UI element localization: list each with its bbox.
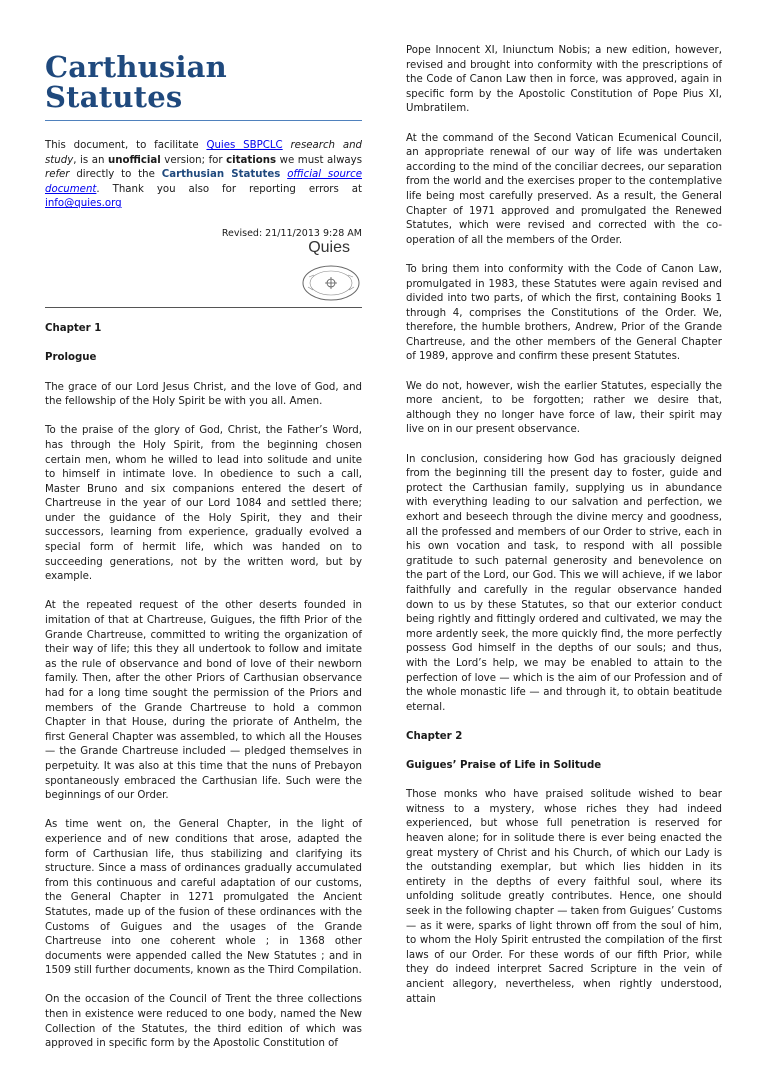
intro-text: This document, to facilitate bbox=[45, 140, 207, 151]
statutes-name: Carthusian Statutes bbox=[161, 169, 281, 181]
email-link[interactable]: info@quies.org bbox=[45, 198, 122, 210]
body-paragraph: As time went on, the General Chapter, in the light of experience and of new conditions that arose, adapted the form of Carthusian life, thus stabilizing and clarifying its structure. Since a mass of ordinances gradually accumulated from this continuous and careful adaptation of our customs, the General Chapter in 1271 promulgated the Ancient Statutes, made up of the fusion of these ordinances with the Customs of Guigues and the usages of the Grande Chartreuse into one coherent whole ; in 1368 other documents were appended called the New Statutes ; and in 1509 still further documents, known as the Third Compilation. bbox=[45, 819, 362, 977]
document-title: Carthusian Statutes bbox=[45, 50, 227, 114]
intro-text: directly to the bbox=[69, 169, 162, 181]
intro-text-italic: research and study bbox=[45, 140, 363, 166]
body-paragraph: Pope Innocent XI, Iniunctum Nobis; a new edition, however, revised and brought into conformity with the prescriptions of the Code of Canon Law then in force, was approved, again in specific form by the Apostolic Constitution of Pope Pius XI, Umbratilem. bbox=[406, 45, 722, 115]
official-source-link[interactable]: official source document bbox=[45, 169, 362, 195]
intro-paragraph bbox=[45, 139, 362, 212]
refer-text: refer bbox=[45, 169, 70, 181]
citations-text: citations bbox=[226, 154, 277, 166]
logo-wordmark: Quies bbox=[308, 239, 350, 257]
revised-date: Revised: 21/11/2013 9:28 AM bbox=[221, 227, 362, 239]
body-paragraph: We do not, however, wish the earlier Statutes, especially the more ancient, to be forgotten; rather we desire that, although they no longer have force of law, their spirit may live on in our present observance. bbox=[406, 380, 722, 436]
quies-link[interactable]: Quies SBPCLC bbox=[206, 140, 283, 151]
body-paragraph: At the repeated request of the other deserts founded in imitation of that at Chartreuse, Guigues, the fifth Prior of the Grande Chartreuse, committed to writing the organization of their way of life; this they all undertook to follow and imitate as the rule of observance and bond of love of their newborn family. Then, after the other Priors of Carthusian observance had for a long time sought the permission of the Priors and members of the Grande Chartreuse to hold a common Chapter in that House, during the priorate of Anthelm, the first General Chapter was assembled, to which all the Houses — the Grande Chartreuse included — pledged themselves in perpetuity. It was also at this time that the nuns of Prebayon spontaneously embraced the Carthusian life. Such were the beginnings of our Order. bbox=[45, 600, 362, 802]
quies-logo bbox=[45, 241, 362, 303]
body-paragraph: To bring them into conformity with the Code of Canon Law, promulgated in 1983, these Statutes were again revised and divided into two parts, of which the first, containing Books 1 through 4, comprises the Constitutions of the Order. We, therefore, the humble brothers, Andrew, Prior of the Grande Chartreuse, and the other members of the General Chapter of 1989, approve and confirm these present Statutes. bbox=[406, 263, 722, 363]
intro-text: version; for bbox=[160, 154, 227, 166]
header-divider bbox=[45, 307, 362, 308]
right-column bbox=[406, 44, 722, 1022]
unofficial-text: unofficial bbox=[107, 154, 161, 166]
logo-seal-icon bbox=[300, 263, 362, 303]
left-column bbox=[45, 0, 362, 1066]
intro-text: , is an bbox=[73, 154, 108, 166]
chapter-1-heading: Chapter 1 bbox=[45, 323, 102, 335]
body-paragraph: In conclusion, considering how God has graciously deigned from the beginning till the present day to foster, guide and protect the Carthusian family, supplying us in abundance with everything leading to our salvation and perfection, we exhort and beseech through the divine mercy and goodness, all the professed and members of our Order to strive, each in his own vocation and task, to respond with all possible gratitude to such paternal generosity and benevolence on the part of the Lord, our God. This we will achieve, if we labor faithfully and carefully in the regular observance handed down to us by these Statutes, so that our exterior conduct being rightly and fittingly ordered and cultivated, we may the more ardently seek, the more quickly find, the more perfectly possess God himself in the depths of our souls; and thus, with the Lord’s help, we may be enabled to attain to the perfection of love — which is the aim of our Profession and of the whole monastic life — and through it, to obtain beatitude eternal. bbox=[406, 453, 722, 713]
body-paragraph: Those monks who have praised solitude wished to bear witness to a mystery, whose riches they had indeed experienced, but whose full penetration is reserved for heaven alone; for in solitude there is ever being enacted the great mystery of Christ and his Church, of which our Lady is the outstanding exemplar, but which lies hidden in its entirety in the depths of every faithful soul, where its unfolding solitude greatly contributes. Hence, one should seek in the following chapter — taken from Guigues’ Customs — as it were, sparks of light thrown off from the soul of him, to whom the Holy Spirit entrusted the compilation of the first laws of our Order. For these words of our fifth Prior, while they do indeed interpret Sacred Scripture in the vein of ancient allegory, nevertheless, when rightly understood, attain bbox=[406, 789, 722, 1005]
prologue-heading: Prologue bbox=[45, 352, 97, 364]
intro-text: . Thank you also for reporting errors at bbox=[96, 183, 362, 195]
intro-text: we must always bbox=[276, 154, 362, 166]
chapter-2-heading: Chapter 2 bbox=[406, 730, 463, 742]
body-paragraph: To the praise of the glory of God, Christ, the Father’s Word, has through the Holy Spirit, from the beginning chosen certain men, whom he willed to lead into solitude and unite to himself in intimate love. In obedience to such a call, Master Bruno and six companions entered the desert of Chartreuse in the year of our Lord 1084 and settled there; under the guidance of the Holy Spirit, they and their successors, learning from experience, gradually evolved a special form of hermit life, which was handed on to succeeding generations, not by the written word, but by example. bbox=[45, 425, 362, 583]
body-paragraph: At the command of the Second Vatican Ecumenical Council, an appropriate renewal of our way of life was undertaken according to the mind of the conciliar decrees, our separation from the world and the exercises proper to the contemplative life being most carefully preserved. As a result, the General Chapter of 1971 approved and promulgated the Renewed Statutes, which were revised and corrected with the co-operation of all the members of the Order. bbox=[406, 132, 722, 246]
chapter-2-title: Guigues’ Praise of Life in Solitude bbox=[406, 760, 602, 772]
body-paragraph: The grace of our Lord Jesus Christ, and the love of God, and the fellowship of the Holy Spirit be with you all. Amen. bbox=[45, 381, 362, 408]
body-paragraph: On the occasion of the Council of Trent the three collections then in existence were reduced to one body, named the New Collection of the Statutes, the third edition of which was approved in specific form by the Apostolic Constitution of bbox=[45, 994, 362, 1050]
title-divider bbox=[45, 120, 362, 121]
